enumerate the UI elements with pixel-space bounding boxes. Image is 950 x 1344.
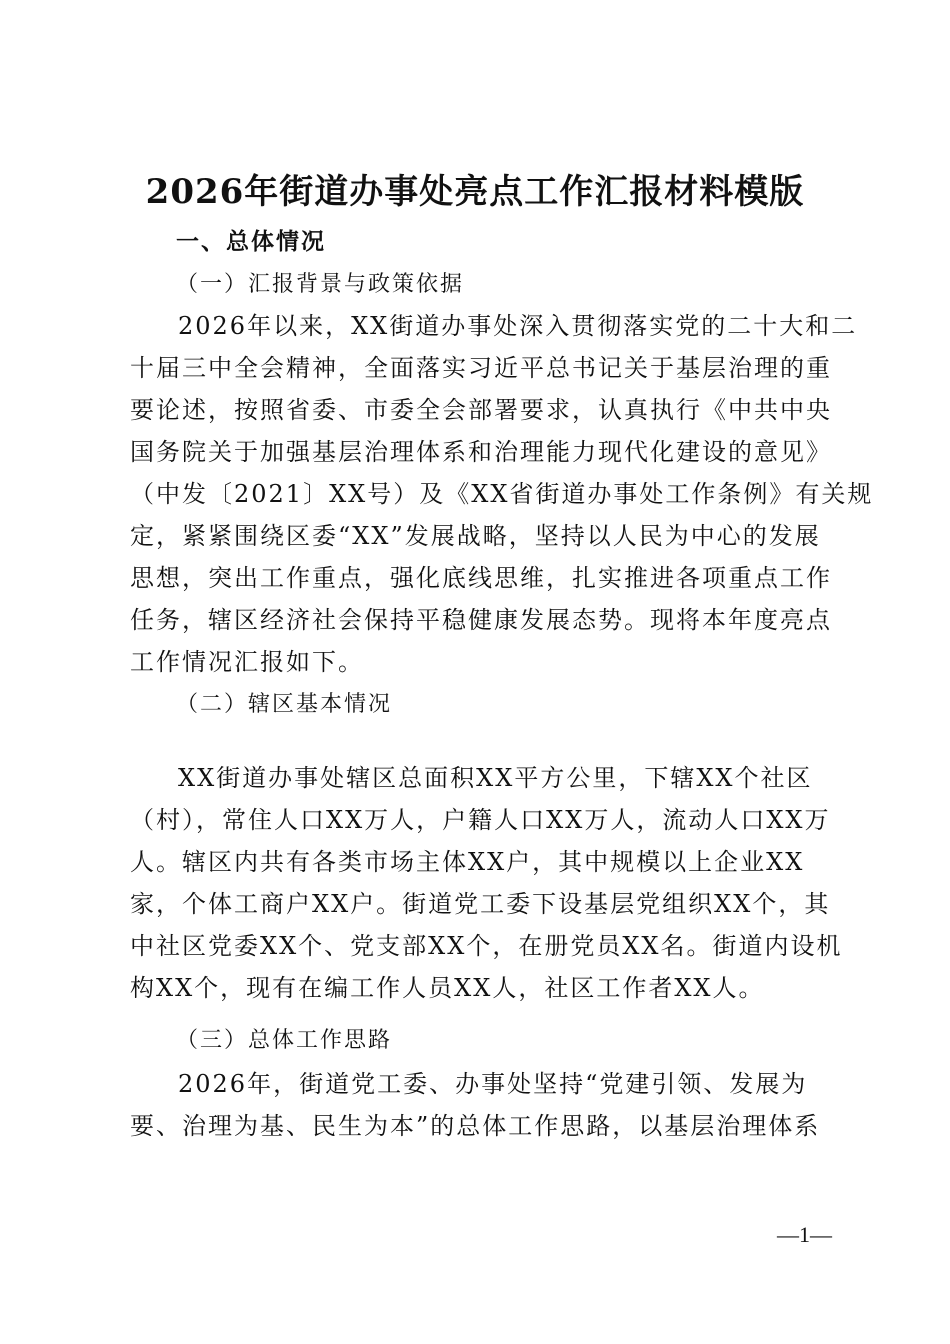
section-heading-overview: 一、总体情况: [176, 229, 326, 255]
paragraph-line: 家，个体工商户XX户。街道党工委下设基层党组织XX个，其: [130, 890, 831, 918]
paragraph-line: 任务，辖区经济社会保持平稳健康发展态势。现将本年度亮点: [130, 606, 832, 634]
paragraph-line: 构XX个，现有在编工作人员XX人，社区工作者XX人。: [130, 974, 765, 1002]
paragraph-line: 思想，突出工作重点，强化底线思维，扎实推进各项重点工作: [130, 564, 832, 592]
subheading-overall-approach: （三）总体工作思路: [176, 1028, 393, 1053]
paragraph-line: 2026年以来，XX街道办事处深入贯彻落实党的二十大和二: [178, 312, 858, 340]
paragraph-line: 国务院关于加强基层治理体系和治理能力现代化建设的意见》: [130, 438, 832, 466]
document-title: 2026年街道办事处亮点工作汇报材料模版: [145, 172, 805, 212]
paragraph-line: 2026年，街道党工委、办事处坚持“党建引领、发展为: [178, 1070, 808, 1098]
paragraph-line: （中发〔2021〕XX号）及《XX省街道办事处工作条例》有关规: [130, 480, 874, 508]
paragraph-line: 定，紧紧围绕区委“XX”发展战略，坚持以人民为中心的发展: [130, 522, 821, 550]
subheading-background: （一）汇报背景与政策依据: [176, 272, 465, 297]
subheading-district-basics: （二）辖区基本情况: [176, 692, 393, 717]
paragraph-line: 要论述，按照省委、市委全会部署要求，认真执行《中共中央: [130, 396, 832, 424]
paragraph-line: （村），常住人口XX万人，户籍人口XX万人，流动人口XX万: [130, 806, 831, 834]
paragraph-line: 中社区党委XX个、党支部XX个，在册党员XX名。街道内设机: [130, 932, 843, 960]
paragraph-line: 人。辖区内共有各类市场主体XX户，其中规模以上企业XX: [130, 848, 805, 876]
paragraph-line: 工作情况汇报如下。: [130, 648, 364, 676]
paragraph-line: 十届三中全会精神，全面落实习近平总书记关于基层治理的重: [130, 354, 832, 382]
page-number: —1—: [777, 1222, 832, 1247]
paragraph-line: XX街道办事处辖区总面积XX平方公里，下辖XX个社区: [178, 764, 813, 792]
paragraph-line: 要、治理为基、民生为本”的总体工作思路，以基层治理体系: [130, 1112, 821, 1140]
